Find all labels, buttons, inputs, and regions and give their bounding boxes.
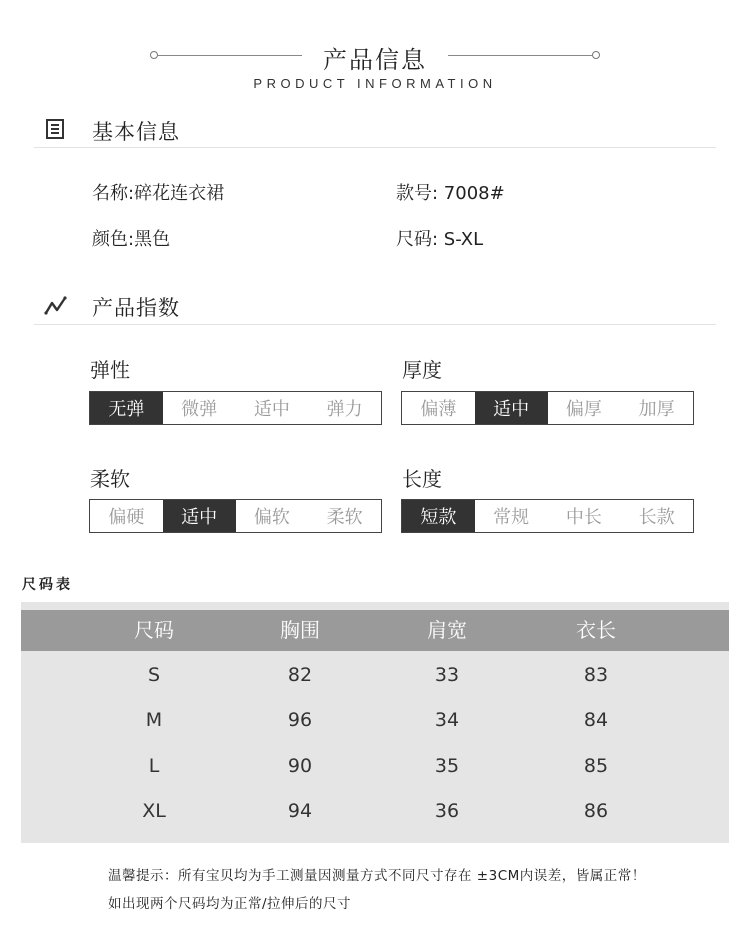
length-label: 长度 bbox=[402, 467, 442, 491]
table-cell: 85 bbox=[583, 755, 609, 777]
product-name: 名称:碎花连衣裙 bbox=[92, 183, 225, 204]
thickness-scale bbox=[401, 391, 694, 425]
length-option: 短款 bbox=[402, 500, 475, 532]
size-table bbox=[21, 602, 729, 843]
length-option: 常规 bbox=[493, 507, 530, 528]
softness-option: 偏硬 bbox=[108, 507, 145, 528]
softness-option: 柔软 bbox=[326, 507, 363, 528]
table-cell: 35 bbox=[434, 755, 460, 777]
softness-option: 适中 bbox=[163, 500, 236, 532]
table-cell: 86 bbox=[583, 800, 609, 822]
decor-line-right bbox=[448, 55, 592, 56]
table-cell: 83 bbox=[583, 664, 609, 686]
table-cell: 90 bbox=[287, 755, 313, 777]
note-line-2: 如出现两个尺码均为正常/拉伸后的尺寸 bbox=[108, 896, 352, 912]
elasticity-scale bbox=[89, 391, 382, 425]
length-option: 长款 bbox=[638, 507, 675, 528]
table-cell: 96 bbox=[287, 709, 313, 731]
header-size: 尺码 bbox=[134, 618, 174, 642]
thickness-option: 适中 bbox=[475, 392, 548, 424]
basic-info-title: 基本信息 bbox=[92, 120, 180, 144]
product-index-title: 产品指数 bbox=[92, 296, 180, 320]
table-cell: 94 bbox=[287, 800, 313, 822]
softness-scale bbox=[89, 499, 382, 533]
decor-dot-right bbox=[592, 51, 600, 59]
table-cell: M bbox=[145, 709, 163, 731]
note-line-1: 温馨提示：所有宝贝均为手工测量因测量方式不同尺寸存在 ±3CM内误差，皆属正常！ bbox=[108, 868, 646, 884]
elasticity-label: 弹性 bbox=[90, 358, 130, 382]
header-shoulder: 肩宽 bbox=[427, 618, 467, 642]
table-cell: 34 bbox=[434, 709, 460, 731]
softness-option: 偏软 bbox=[253, 507, 290, 528]
size-table-label: 尺码表 bbox=[22, 577, 73, 593]
document-list-icon bbox=[44, 118, 66, 144]
elasticity-option: 适中 bbox=[253, 399, 290, 420]
softness-label: 柔软 bbox=[90, 467, 130, 491]
table-cell: 36 bbox=[434, 800, 460, 822]
table-cell: 82 bbox=[287, 664, 313, 686]
table-cell: S bbox=[147, 664, 161, 686]
thickness-option: 加厚 bbox=[638, 399, 675, 420]
header-length: 衣长 bbox=[576, 618, 616, 642]
table-cell: 33 bbox=[434, 664, 460, 686]
basic-info-divider bbox=[34, 147, 716, 148]
page-subtitle: PRODUCT INFORMATION bbox=[253, 76, 497, 91]
product-size-range: 尺码: S-XL bbox=[396, 229, 484, 250]
elasticity-option: 微弹 bbox=[181, 399, 218, 420]
header-chest: 胸围 bbox=[280, 618, 320, 642]
size-table-header bbox=[21, 610, 729, 651]
line-chart-icon bbox=[44, 295, 68, 321]
elasticity-option: 弹力 bbox=[326, 399, 363, 420]
page-title: 产品信息 bbox=[323, 46, 427, 74]
elasticity-option: 无弹 bbox=[90, 392, 163, 424]
table-cell: L bbox=[148, 755, 160, 777]
length-option: 中长 bbox=[565, 507, 602, 528]
table-cell: 84 bbox=[583, 709, 609, 731]
style-number: 款号: 7008# bbox=[396, 183, 505, 204]
thickness-option: 偏厚 bbox=[565, 399, 602, 420]
table-cell: XL bbox=[142, 800, 166, 822]
product-index-divider bbox=[34, 324, 716, 325]
product-color: 颜色:黑色 bbox=[92, 229, 171, 250]
thickness-label: 厚度 bbox=[402, 358, 442, 382]
length-scale bbox=[401, 499, 694, 533]
thickness-option: 偏薄 bbox=[420, 399, 457, 420]
